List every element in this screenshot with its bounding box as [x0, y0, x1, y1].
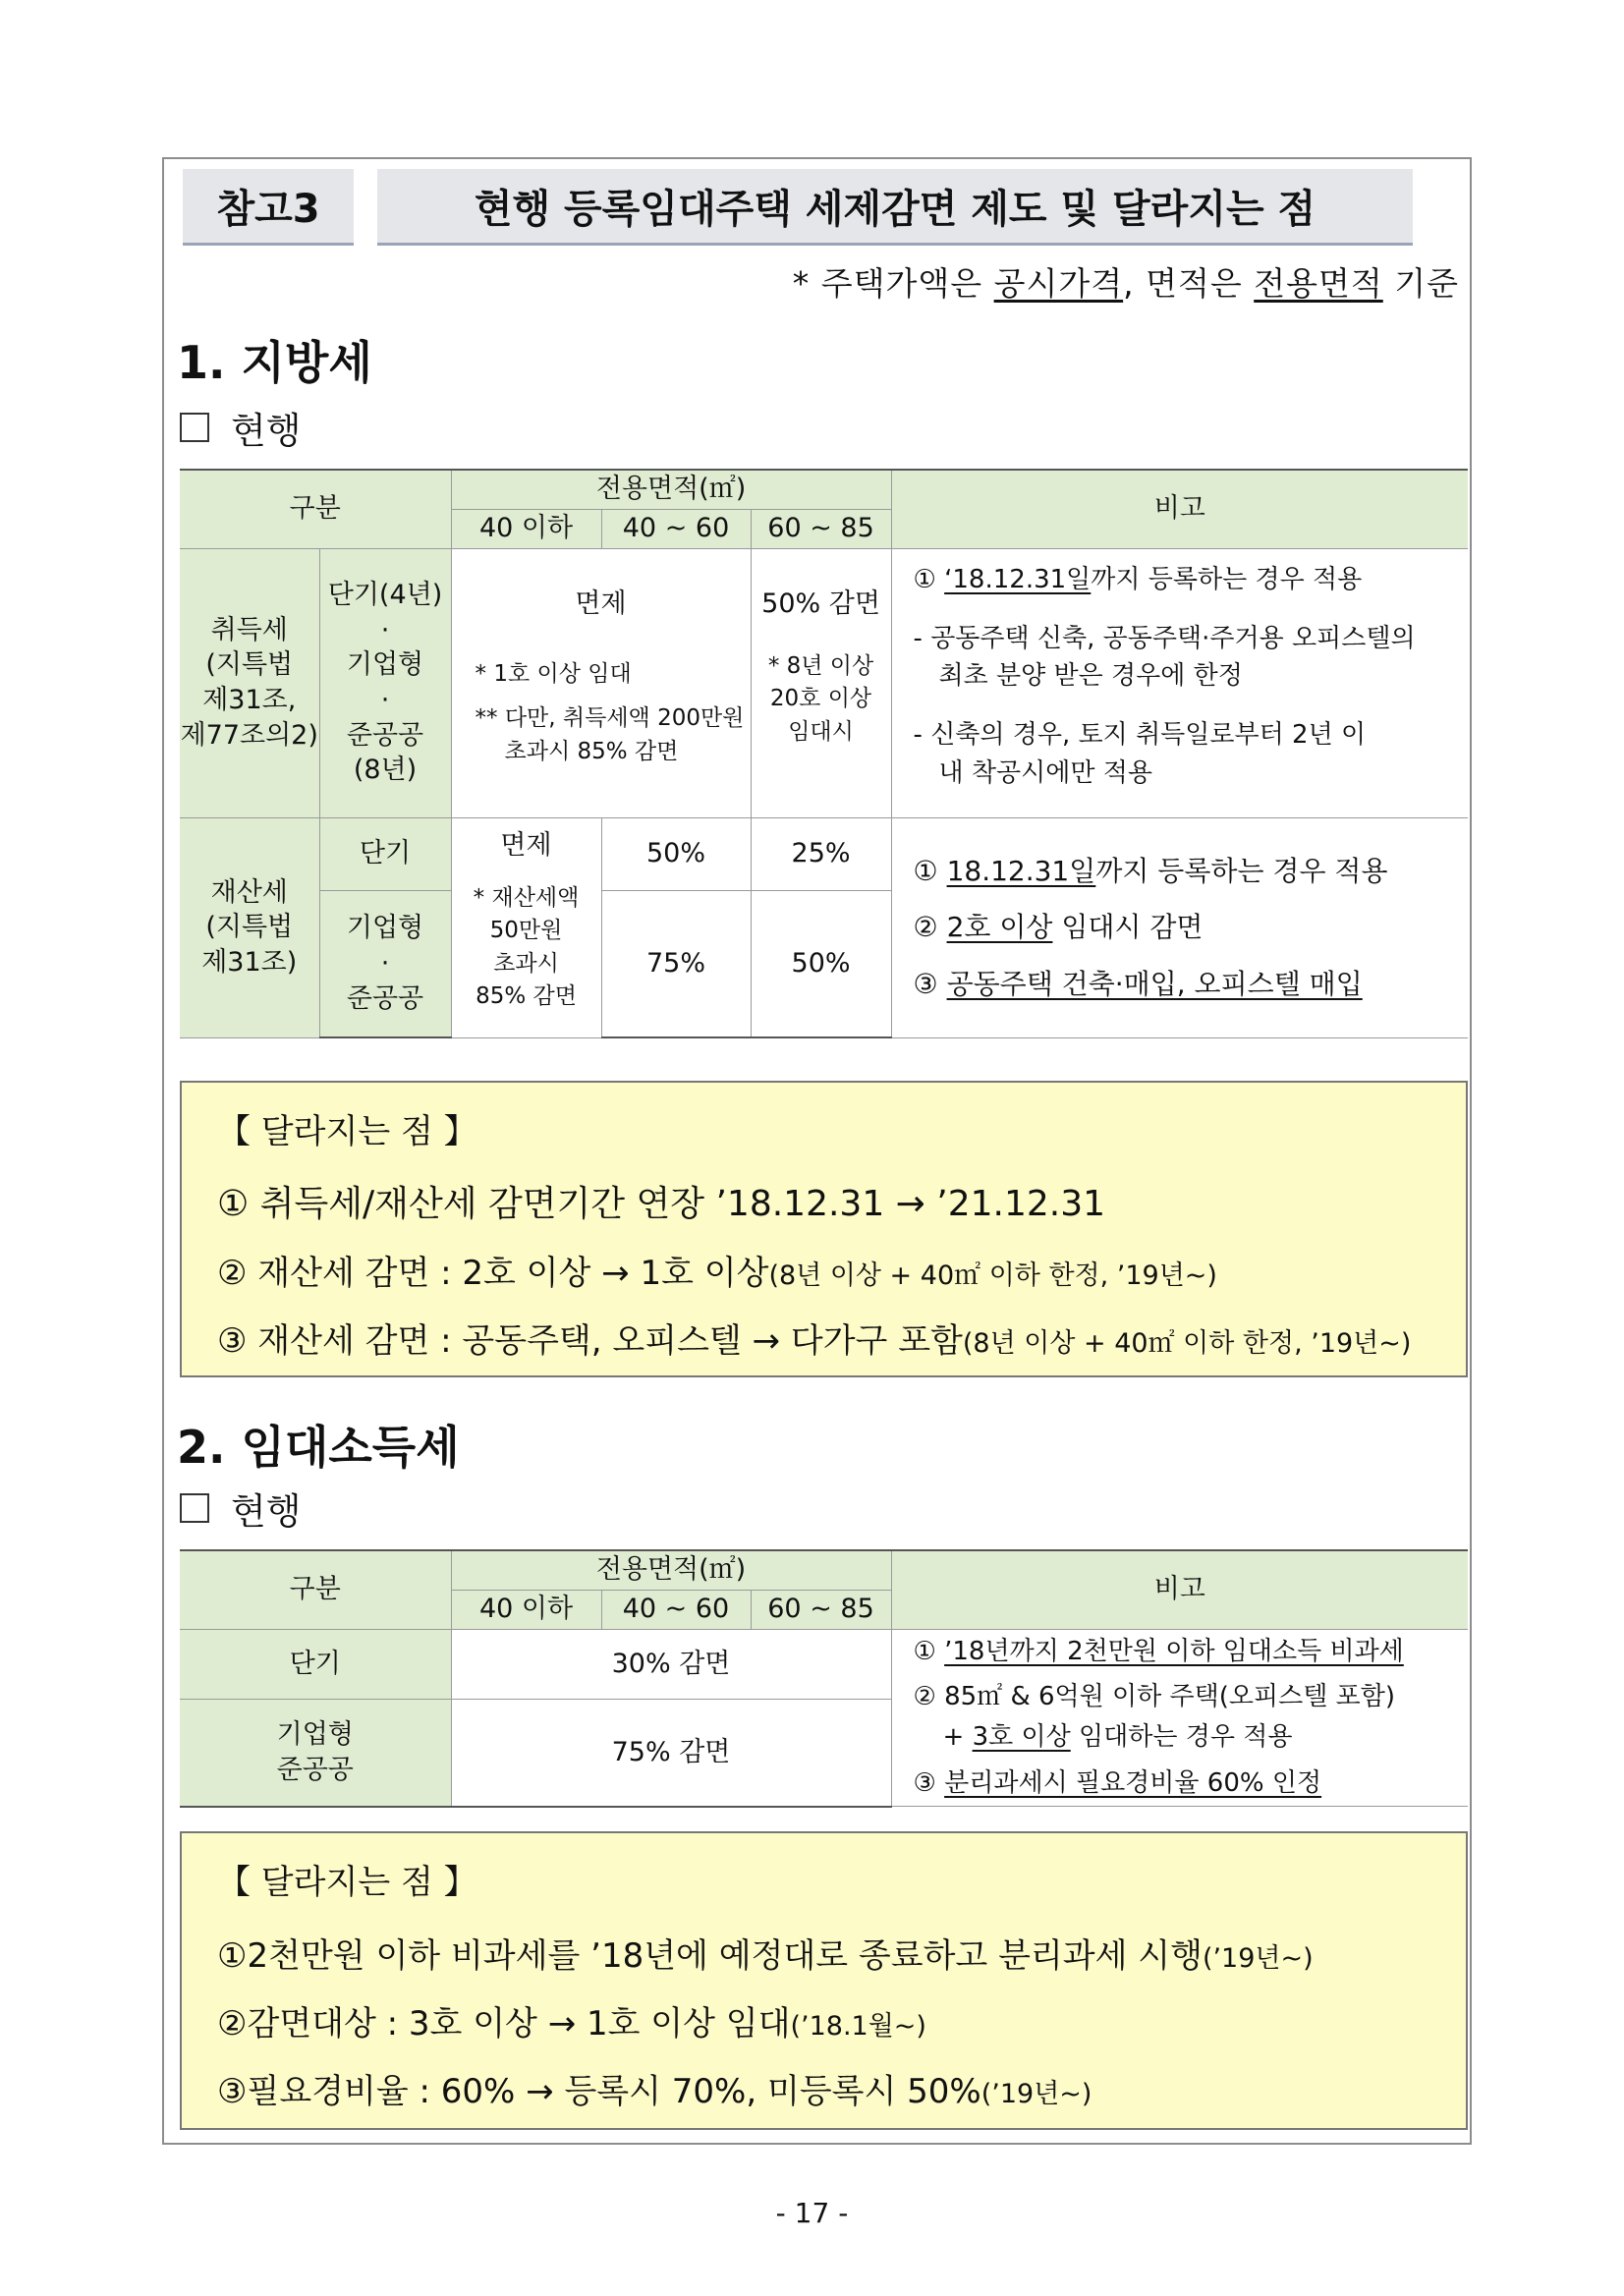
- section2-heading: 2. 임대소득세: [177, 1421, 460, 1474]
- acq-type-label: 단기(4년) · 기업형 · 준공공 (8년): [319, 548, 451, 817]
- col-gubun: 구분: [180, 1550, 451, 1629]
- section2-changes: [180, 1831, 1468, 2130]
- change-3: ③필요경비율 : 60% → 등록시 70%, 미등록시 50%(’19년~): [217, 2072, 1092, 2111]
- acq-notes: ① ‘18.12.31일까지 등록하는 경우 적용 - 공동주택 신축, 공동주택·주거용 오피스텔의 최초 분양 받은 경우에 한정 - 신축의 경우, 토지 취득일로부터 2년 이 내 착공시에만 적용: [891, 548, 1468, 817]
- page-number: - 17 -: [775, 2197, 849, 2229]
- prop-corp-60-85: 50%: [751, 890, 891, 1037]
- col-40-under: 40 이하: [451, 1590, 601, 1629]
- rental-income-tax-table: [180, 1549, 1468, 1808]
- criteria-note: * 주택가액은 공시가격, 면적은 전용면적 기준: [792, 264, 1459, 303]
- change-1: ① 취득세/재산세 감면기간 연장 ’18.12.31 → ’21.12.31: [217, 1184, 1106, 1224]
- changes-title: 【 달라지는 점 】: [217, 1863, 477, 1902]
- prop-tax-label: 재산세 (지특법 제31조): [180, 817, 319, 1037]
- prop-short-60-85: 25%: [751, 817, 891, 890]
- col-40-60: 40 ~ 60: [601, 1590, 751, 1629]
- corp-label: 기업형 준공공: [180, 1699, 451, 1806]
- change-3: ③ 재산세 감면 : 공동주택, 오피스텔 → 다가구 포함(8년 이상 + 40㎡ 이하 한정, ’19년~): [217, 1321, 1412, 1361]
- reference-tag: 참고3: [183, 169, 354, 246]
- section1-current: 현행: [180, 401, 301, 454]
- short-value: 30% 감면: [451, 1629, 891, 1699]
- changes-title: 【 달라지는 점 】: [217, 1112, 477, 1151]
- local-tax-table: [180, 469, 1468, 1038]
- checkbox-icon: [180, 413, 209, 442]
- col-gubun: 구분: [180, 470, 451, 548]
- col-40-60: 40 ~ 60: [601, 509, 751, 548]
- section2-current: 현행: [180, 1482, 301, 1535]
- checkbox-icon: [180, 1493, 209, 1523]
- change-1: ①2천만원 이하 비과세를 ’18년에 예정대로 종료하고 분리과세 시행(’19년~): [217, 1936, 1314, 1976]
- short-label: 단기: [180, 1629, 451, 1699]
- prop-short-label: 단기: [319, 817, 451, 890]
- corp-value: 75% 감면: [451, 1699, 891, 1806]
- col-area: 전용면적(㎡): [451, 470, 891, 509]
- change-2: ② 재산세 감면 : 2호 이상 → 1호 이상(8년 이상 + 40㎡ 이하 한정, ’19년~): [217, 1254, 1217, 1293]
- col-note: 비고: [891, 1550, 1468, 1629]
- section1-changes: [180, 1081, 1468, 1377]
- page-title: 현행 등록임대주택 세제감면 제도 및 달라지는 점: [377, 169, 1413, 246]
- col-40-under: 40 이하: [451, 509, 601, 548]
- col-60-85: 60 ~ 85: [751, 1590, 891, 1629]
- acq-60-85-cell: 50% 감면 * 8년 이상 20호 이상 임대시: [751, 548, 891, 817]
- income-notes: ① ’18년까지 2천만원 이하 임대소득 비과세 ② 85㎡ & 6억원 이하 주택(오피스텔 포함) + 3호 이상 임대하는 경우 적용 ③ 분리과세시 필요경비율 60% 인정: [891, 1629, 1468, 1807]
- section1-heading: 1. 지방세: [177, 336, 372, 389]
- acq-exempt-cell: 면제 * 1호 이상 임대 ** 다만, 취득세액 200만원 초과시 85% 감면: [451, 548, 751, 817]
- col-note: 비고: [891, 470, 1468, 548]
- col-area: 전용면적(㎡): [451, 1550, 891, 1590]
- prop-corp-40-60: 75%: [601, 890, 751, 1037]
- prop-corp-label: 기업형 · 준공공: [319, 890, 451, 1037]
- change-2: ②감면대상 : 3호 이상 → 1호 이상 임대(’18.1월~): [217, 2004, 926, 2044]
- acq-tax-label: 취득세 (지특법 제31조, 제77조의2): [180, 548, 319, 817]
- prop-short-40-60: 50%: [601, 817, 751, 890]
- prop-notes: ① 18.12.31일까지 등록하는 경우 적용 ② 2호 이상 임대시 감면 ③ 공동주택 건축·매입, 오피스텔 매입: [891, 817, 1468, 1037]
- col-60-85: 60 ~ 85: [751, 509, 891, 548]
- prop-40-under-cell: 면제 * 재산세액 50만원 초과시 85% 감면: [451, 817, 601, 1037]
